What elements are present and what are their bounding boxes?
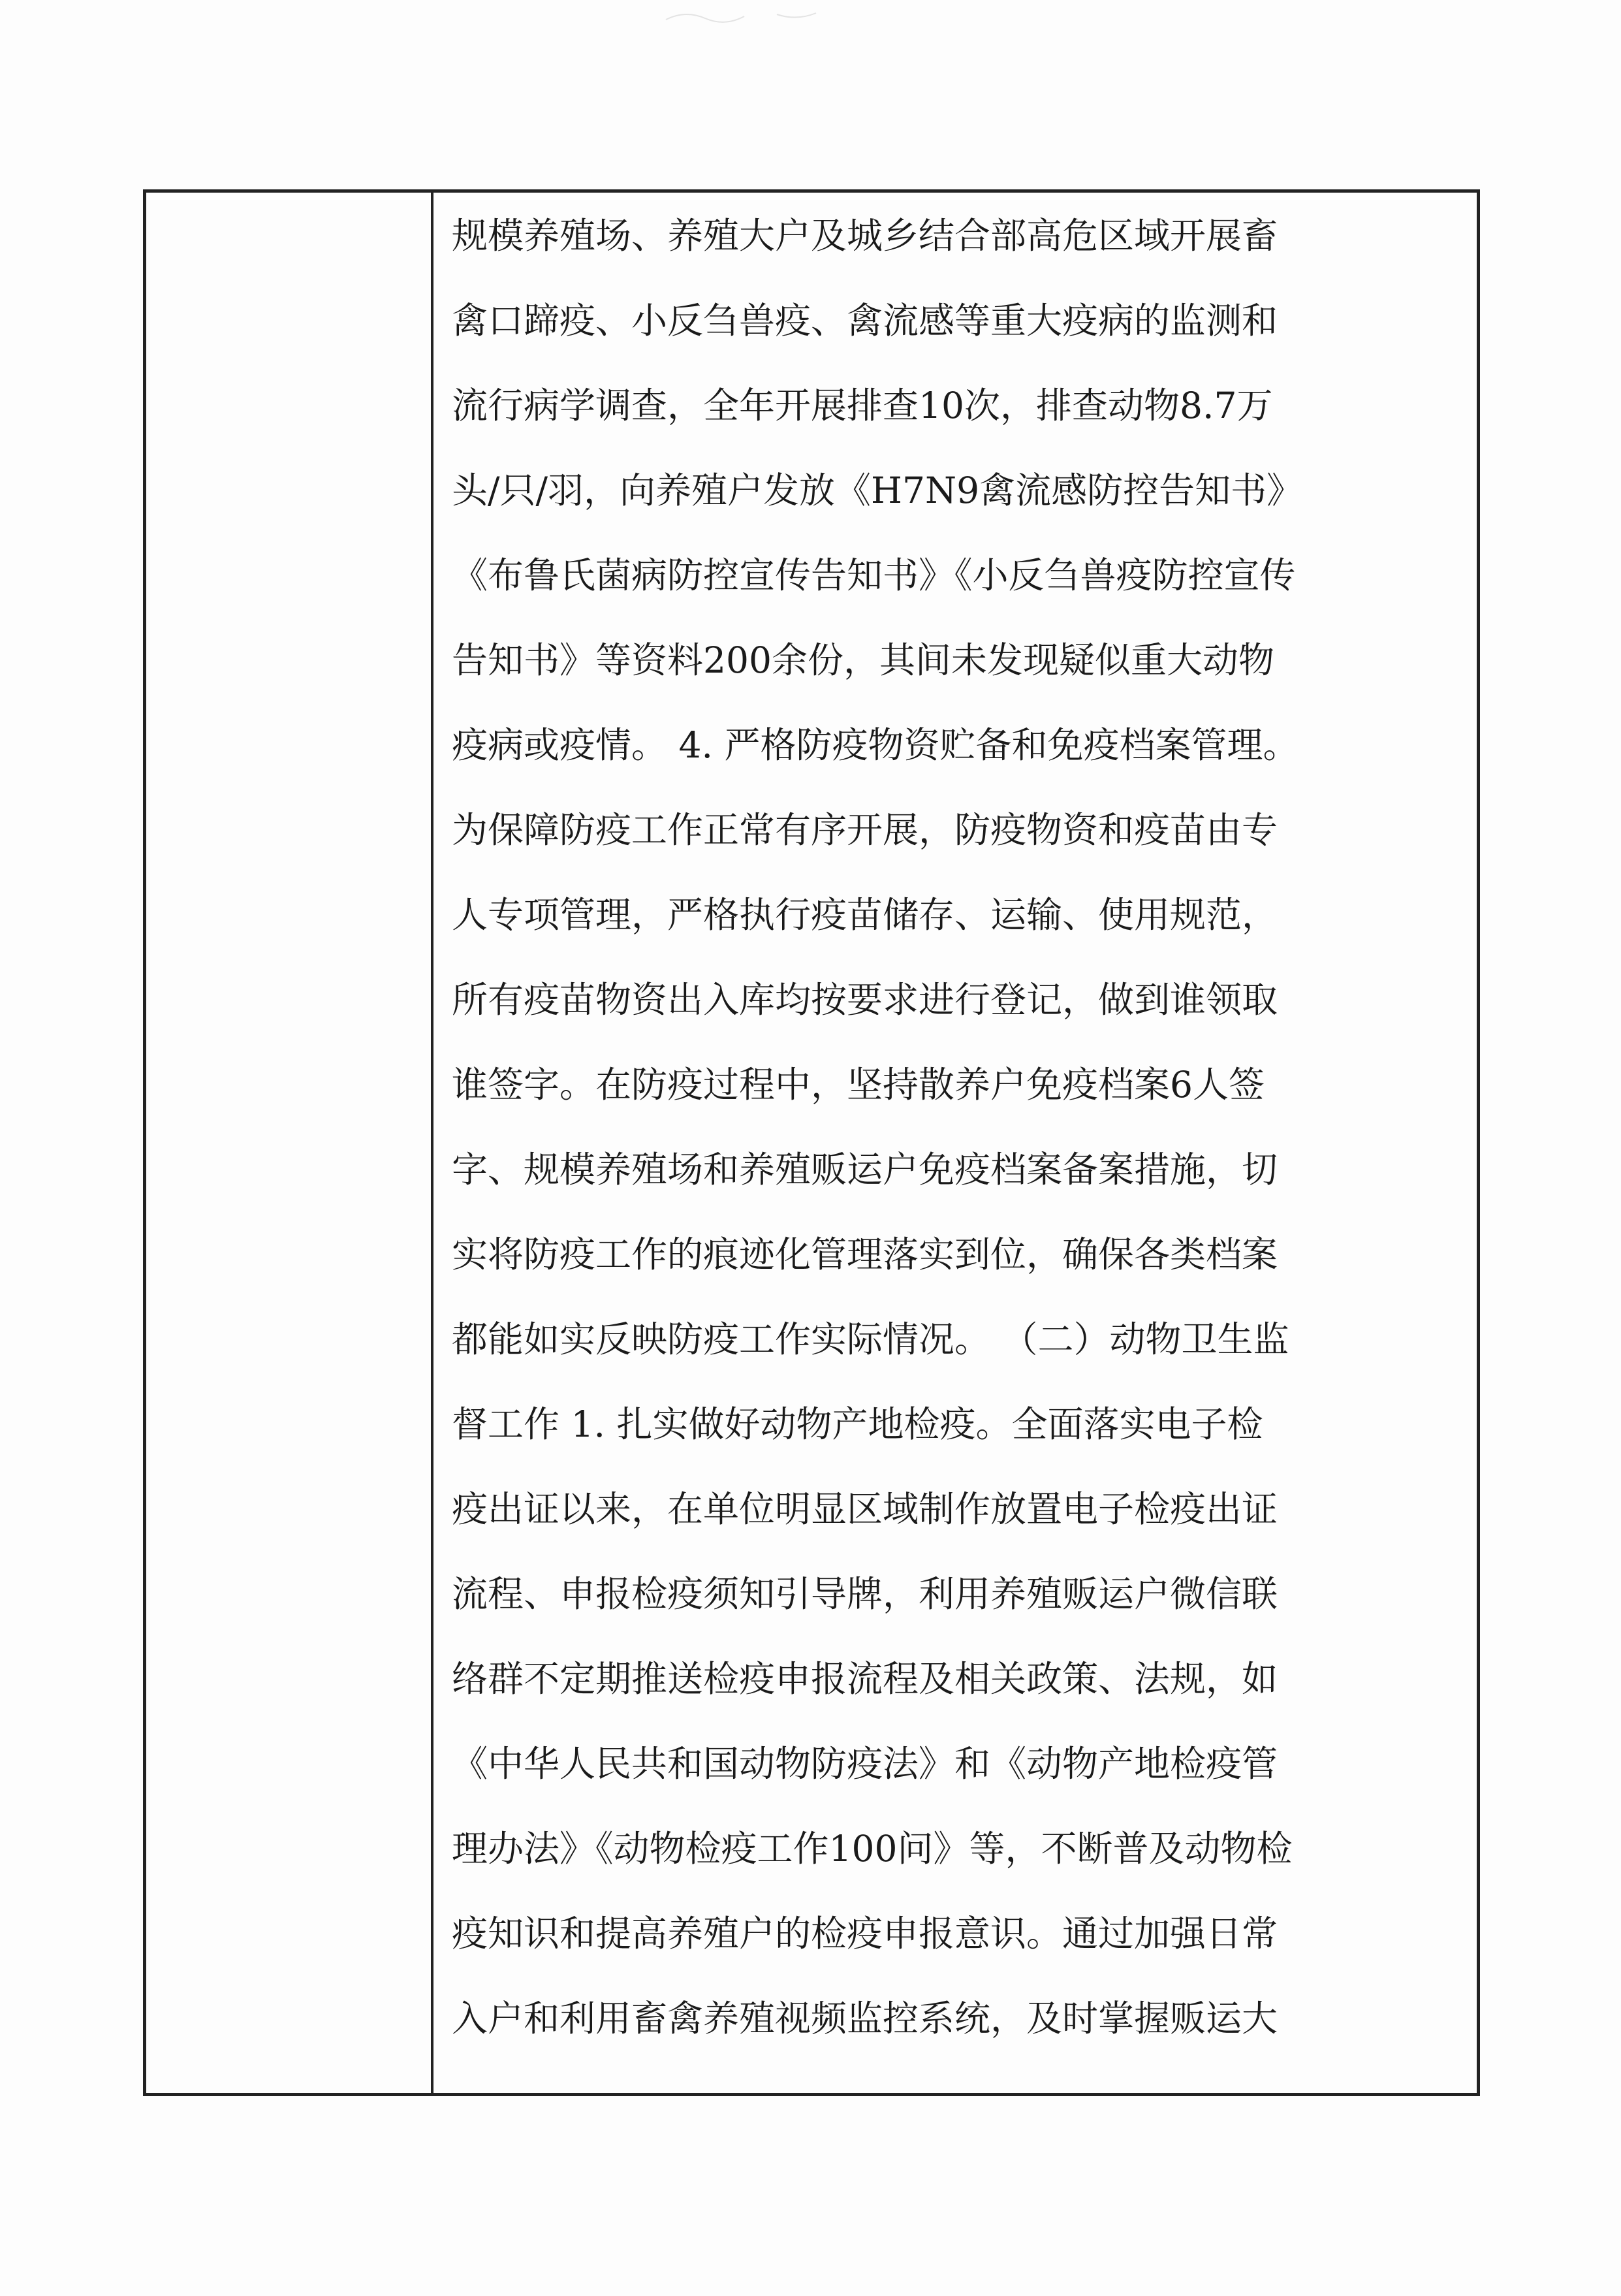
table-content-cell [433,193,1477,2093]
text-line: 所有疫苗物资出入库均按要求进行登记，做到谁领取 [452,979,1278,1021]
text-line: 告知书》等资料200余份，其间未发现疑似重大动物 [452,639,1274,681]
text-line: 为保障防疫工作正常有序开展，防疫物资和疫苗由专 [452,809,1278,851]
text-line: 都能如实反映防疫工作实际情况。 （二）动物卫生监 [452,1318,1289,1360]
text-line: 头/只/羽，向养殖户发放《H7N9禽流感防控告知书》 [452,470,1303,511]
table-label-cell [146,193,433,2093]
text-line: 理办法》《动物检疫工作100问》等，不断普及动物检 [452,1828,1293,1870]
text-line: 禽口蹄疫、小反刍兽疫、禽流感等重大疫病的监测和 [452,300,1278,342]
text-line: 疫知识和提高养殖户的检疫申报意识。通过加强日常 [452,1913,1278,1954]
text-line: 疫病或疫情。 4. 严格防疫物资贮备和免疫档案管理。 [452,724,1299,766]
text-line: 人专项管理，严格执行疫苗储存、运输、使用规范， [452,894,1278,936]
text-line: 流行病学调查，全年开展排查10次，排查动物8.7万 [452,385,1273,426]
text-line: 字、规模养殖场和养殖贩运户免疫档案备案措施，切 [452,1149,1278,1190]
scan-artifact-icon [659,7,855,26]
text-line: 《布鲁氏菌病防控宣传告知书》《小反刍兽疫防控宣传 [452,554,1296,596]
text-line: 络群不定期推送检疫申报流程及相关政策、法规，如 [452,1658,1278,1700]
text-line: 入户和利用畜禽养殖视频监控系统，及时掌握贩运大 [452,1998,1278,2039]
text-line: 实将防疫工作的痕迹化管理落实到位，确保各类档案 [452,1234,1278,1275]
text-line: 谁签字。在防疫过程中，坚持散养户免疫档案6人签 [452,1064,1265,1106]
content-table [143,189,1480,2096]
text-line: 《中华人民共和国动物防疫法》和《动物产地检疫管 [452,1743,1278,1785]
text-line: 流程、申报检疫须知引导牌，利用养殖贩运户微信联 [452,1573,1278,1615]
text-line: 督工作 1. 扎实做好动物产地检疫。全面落实电子检 [452,1403,1263,1445]
text-line: 疫出证以来，在单位明显区域制作放置电子检疫出证 [452,1488,1278,1530]
text-line: 规模养殖场、养殖大户及城乡结合部高危区域开展畜 [452,215,1278,257]
